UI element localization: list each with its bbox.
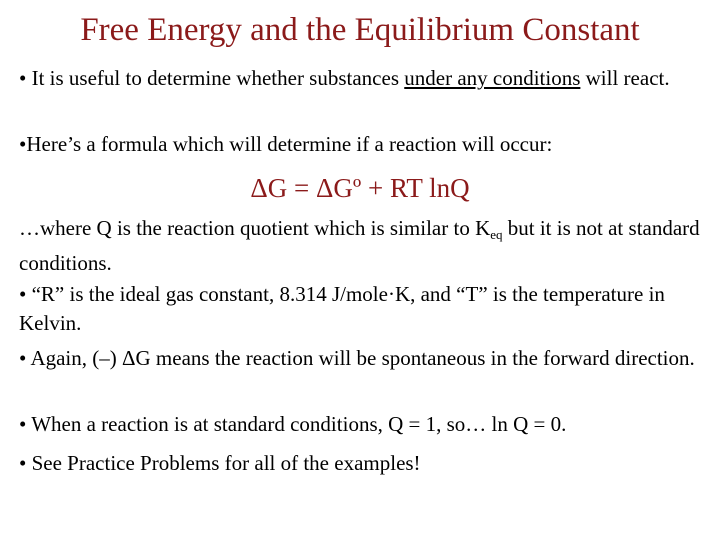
bullet-paragraph-2: •Here’s a formula which will determine if a reaction will occur: [19,132,553,156]
gibbs-formula: ΔG = ΔGº + RT lnQ [250,173,470,203]
slide-title: Free Energy and the Equilibrium Constant [80,12,640,48]
bullet-paragraph-spontaneous: • Again, (–) ΔG means the reaction will be spontaneous in the forward direction. [19,346,695,370]
bullet-paragraph-gas-constant: • “R” is the ideal gas constant, 8.314 J/mole·K, and “T” is the temperature in Kelvin. [19,282,665,335]
bullet-paragraph-practice-problems: • See Practice Problems for all of the examples! [19,451,421,475]
bullet-1-underlined-text: under any conditions [404,66,581,90]
k-eq-subscript: eq [490,227,503,242]
paragraph-3-text-end: but it is not at standard conditions. [19,216,700,275]
bullet-paragraph-standard-conditions: • When a reaction is at standard conditions, Q = 1, so… ln Q = 0. [19,412,567,436]
bullet-paragraph-1 [19,64,711,93]
bullet-1-text-end: will react. [580,66,670,90]
paragraph-reaction-quotient [19,214,711,278]
bullet-1-text-start: • It is useful to determine whether substances [19,66,405,90]
paragraph-3-text-start: …where Q is the reaction quotient which is similar to K [19,216,491,240]
